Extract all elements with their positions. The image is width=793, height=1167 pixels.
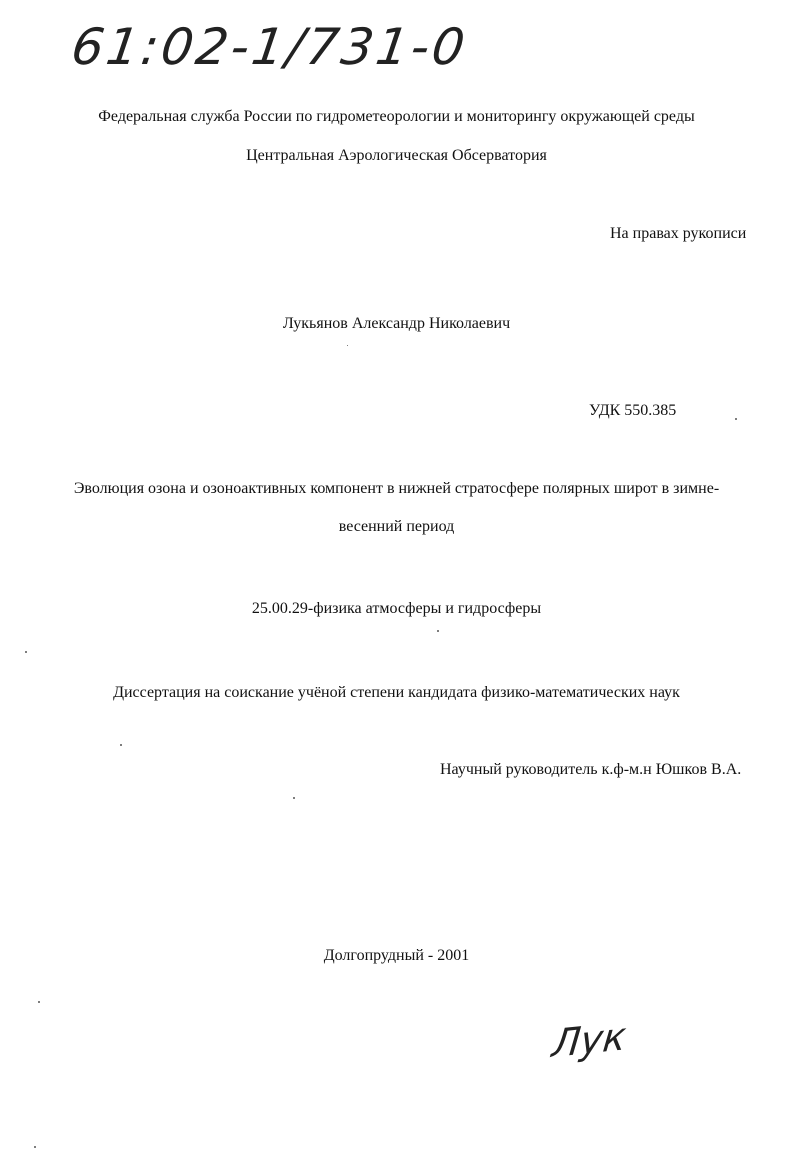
scan-speck	[25, 651, 27, 653]
dissertation-title-line-1: Эволюция озона и озоноактивных компонент в нижней стратосфере полярных широт в зимне-	[73, 480, 720, 497]
scan-speck	[437, 630, 439, 632]
scan-speck	[347, 345, 348, 346]
scan-speck	[120, 744, 122, 746]
scan-speck	[38, 1001, 40, 1003]
udk-code: УДК 550.385	[589, 402, 677, 419]
handwritten-archive-number: 61:02-1/731-0	[67, 18, 472, 76]
city-and-year: Долгопрудный - 2001	[323, 947, 470, 964]
signature: Лук	[549, 1013, 629, 1067]
scan-speck	[293, 797, 295, 799]
author-name: Лукьянов Александр Николаевич	[282, 315, 511, 332]
observatory-title: Центральная Аэрологическая Обсерватория	[246, 147, 547, 164]
scientific-supervisor: Научный руководитель к.ф-м.н Юшков В.А.	[440, 761, 742, 778]
scan-speck	[735, 418, 737, 420]
specialty-code: 25.00.29-физика атмосферы и гидросферы	[251, 600, 542, 617]
dissertation-degree: Диссертация на соискание учёной степени кандидата физико-математических наук	[113, 684, 680, 701]
dissertation-title-line-2: весенний период	[338, 518, 455, 535]
organization-title: Федеральная служба России по гидрометеорологии и мониторингу окружающей среды	[98, 108, 695, 125]
manuscript-rights-note: На правах рукописи	[610, 225, 747, 242]
scan-speck	[34, 1146, 36, 1148]
